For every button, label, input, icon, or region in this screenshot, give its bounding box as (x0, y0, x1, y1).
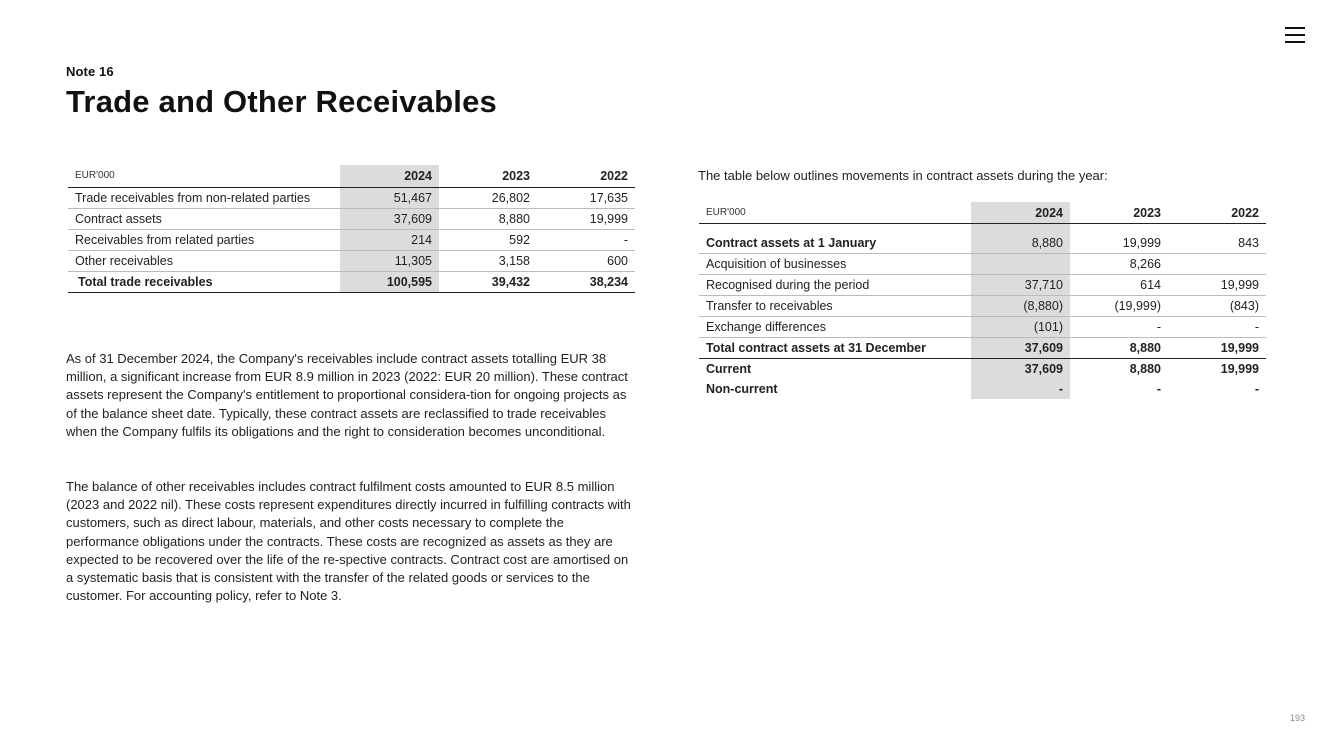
table-row (699, 275, 1266, 296)
column-header-2024: 2024 (340, 165, 439, 188)
value-2022: - (537, 230, 635, 251)
table-header-row (68, 165, 635, 188)
value-2022 (1168, 254, 1266, 275)
value-2024: 11,305 (340, 251, 439, 272)
value-2024 (971, 254, 1070, 275)
column-header-2024: 2024 (971, 202, 1070, 224)
value-2023: 614 (1070, 275, 1168, 296)
row-label: Contract assets at 1 January (699, 232, 971, 254)
row-label: Trade receivables from non-related parties (68, 188, 340, 209)
total-2022: 38,234 (537, 272, 635, 293)
row-label: Non-current (706, 382, 778, 396)
value-2023: 19,999 (1070, 232, 1168, 254)
non-current-row (699, 379, 1266, 399)
value-2022: (843) (1168, 296, 1266, 317)
column-header-2022: 2022 (1168, 202, 1266, 224)
total-2024: 100,595 (340, 272, 439, 293)
total-row (68, 272, 635, 293)
value-2024: 37,710 (971, 275, 1070, 296)
column-header-2023: 2023 (439, 165, 537, 188)
row-label: Current (706, 362, 752, 376)
value-2023: 3,158 (439, 251, 537, 272)
total-2022: 19,999 (1168, 338, 1266, 359)
total-2024: 37,609 (971, 338, 1070, 359)
value-2022: 19,999 (1168, 275, 1266, 296)
total-label: Total contract assets at 31 December (699, 338, 971, 359)
page-number: 193 (1290, 713, 1306, 723)
row-label: Acquisition of businesses (699, 254, 971, 275)
total-2023: 39,432 (439, 272, 537, 293)
menu-bar (1285, 27, 1305, 29)
unit-label: EUR'000 (699, 202, 971, 224)
table-row (68, 251, 635, 272)
column-header-2023: 2023 (1070, 202, 1168, 224)
unit-label: EUR'000 (68, 165, 340, 188)
table-row (68, 188, 635, 209)
value-2022: - (1254, 382, 1259, 396)
column-header-2022: 2022 (537, 165, 635, 188)
menu-bar (1285, 41, 1305, 43)
value-2024: 51,467 (340, 188, 439, 209)
value-2022: 17,635 (537, 188, 635, 209)
value-2024: - (971, 379, 1070, 399)
row-label: Exchange differences (699, 317, 971, 338)
hamburger-menu-icon[interactable] (1285, 25, 1307, 45)
value-2024: (101) (971, 317, 1070, 338)
contract-assets-table (699, 202, 1266, 399)
value-2023: 8,880 (1129, 362, 1161, 376)
row-label: Other receivables (68, 251, 340, 272)
value-2023: - (1070, 317, 1168, 338)
value-2022: - (1168, 317, 1266, 338)
note-label: Note 16 (66, 64, 114, 79)
row-label: Contract assets (68, 209, 340, 230)
value-2024: 37,609 (971, 359, 1070, 380)
value-2022: 843 (1168, 232, 1266, 254)
value-2022: 19,999 (537, 209, 635, 230)
value-2023: 592 (439, 230, 537, 251)
movements-intro: The table below outlines movements in contract assets during the year: (698, 168, 1108, 183)
table-row (68, 230, 635, 251)
contract-assets-paragraph: As of 31 December 2024, the Company's receivables include contract assets totalling EUR 38 million, a significant increase from EUR 8.9 million in 2023 (2022: EUR 20 million). These contract assets represent the Company's entitlement to proportional considera-tion for ongoing projects as of the balance sheet date. Typically, these contract assets are reclassified to trade receivables when the Company fulfils its obligations and the right to consideration becomes unconditional. (66, 351, 628, 439)
menu-bar (1285, 34, 1305, 36)
value-2023: 8,880 (439, 209, 537, 230)
value-2022: 19,999 (1220, 362, 1259, 376)
spacer-row (699, 224, 1266, 233)
table-row (699, 317, 1266, 338)
table-row (699, 254, 1266, 275)
receivables-table (68, 165, 635, 293)
current-row (699, 359, 1266, 380)
table-row (68, 209, 635, 230)
page-title: Trade and Other Receivables (66, 84, 497, 119)
value-2024: 214 (340, 230, 439, 251)
row-label: Transfer to receivables (699, 296, 971, 317)
value-2022: 600 (537, 251, 635, 272)
table-row (699, 296, 1266, 317)
value-2024: 37,609 (340, 209, 439, 230)
total-2023: 8,880 (1070, 338, 1168, 359)
value-2023: 8,266 (1070, 254, 1168, 275)
table-header-row (699, 202, 1266, 224)
total-label: Total trade receivables (68, 272, 340, 293)
total-row (699, 338, 1266, 359)
opening-row (699, 232, 1266, 254)
contract-costs-paragraph: The balance of other receivables includes contract fulfilment costs amounted to EUR 8.5 million (2023 and 2022 nil). These costs represent expenditures directly incurred in fulfilling contracts with customers, such as direct labour, materials, and other costs necessary to complete the performance obligations under the contracts. These costs are recognized as assets as they are expected to be recovered over the life of the re-spective contracts. Contract cost are amortised on a systematic basis that is consistent with the transfer of the related goods or services to the customer. For accounting policy, refer to Note 3. (66, 479, 631, 604)
value-2023: 26,802 (439, 188, 537, 209)
value-2024: (8,880) (971, 296, 1070, 317)
value-2023: - (1156, 382, 1161, 396)
value-2023: (19,999) (1070, 296, 1168, 317)
row-label: Recognised during the period (699, 275, 971, 296)
value-2024: 8,880 (971, 232, 1070, 254)
row-label: Receivables from related parties (68, 230, 340, 251)
